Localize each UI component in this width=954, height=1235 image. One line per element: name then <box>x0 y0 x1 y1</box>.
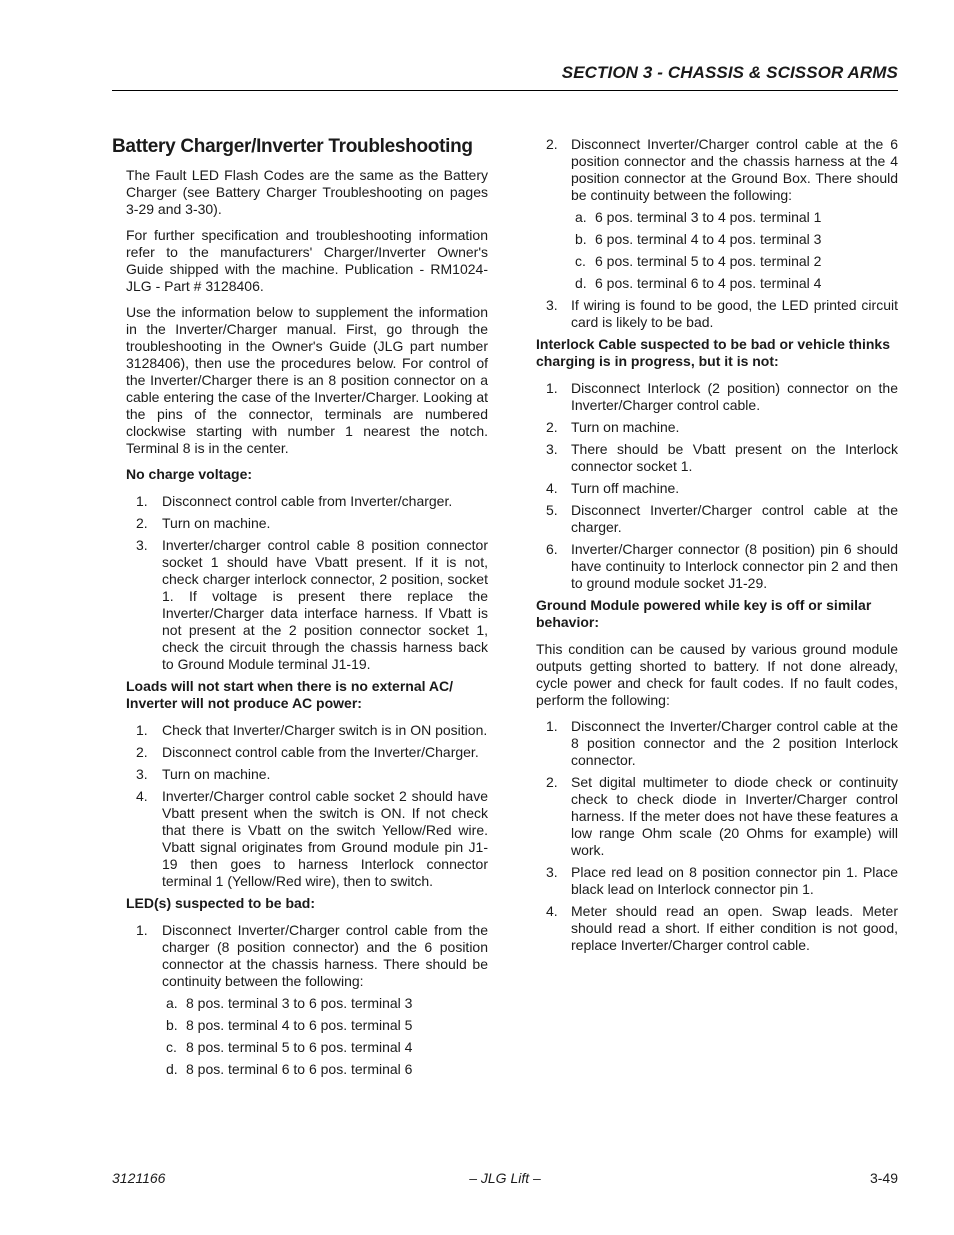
page-number: 3-49 <box>869 1170 898 1186</box>
step-text: Disconnect Inverter/Charger control cable from the charger (8 position connector) and the 6 position connector at the chassis harness. There should be continuity between the following: <box>162 922 488 989</box>
list-item <box>536 297 898 331</box>
sub-item <box>162 995 488 1012</box>
sub-letter: d. <box>575 275 587 291</box>
list-item <box>126 922 488 1078</box>
step-number: 2. <box>136 744 148 760</box>
sub-letter: a. <box>166 995 178 1011</box>
list-item <box>126 515 488 532</box>
list-item <box>536 774 898 859</box>
ground-module-heading: Ground Module powered while key is off or similar behavior: <box>536 597 872 630</box>
step-number: 3. <box>136 766 148 782</box>
page-title: Battery Charger/Inverter Troubleshooting <box>112 136 473 157</box>
leds-sub-steps-2 <box>571 209 898 292</box>
step-number: 3. <box>136 537 148 553</box>
sub-item <box>162 1017 488 1034</box>
interlock-steps <box>536 380 898 592</box>
list-item <box>126 537 488 673</box>
list-item <box>126 744 488 761</box>
step-text: There should be Vbatt present on the Interlock connector socket 1. <box>571 441 898 474</box>
sub-letter: b. <box>575 231 587 247</box>
sub-item <box>571 253 898 270</box>
sub-item <box>571 231 898 248</box>
sub-text: 6 pos. terminal 4 to 4 pos. terminal 3 <box>595 231 822 247</box>
step-number: 5. <box>546 502 558 518</box>
document-number: 3121166 <box>112 1170 166 1186</box>
spec-paragraph: For further specification and troubleshooting information refer to the manufacturers' Charger/Inverter Owner's Guide shipped with the machine. Publication - RM1024-JLG - Part # 3128406. <box>126 227 488 294</box>
step-text: Disconnect the Inverter/Charger control cable at the 8 position connector and the 2 position Interlock connector. <box>571 718 898 768</box>
ground-module-steps <box>536 718 898 954</box>
page-footer <box>112 1170 898 1188</box>
sub-letter: b. <box>166 1017 178 1033</box>
leds-heading: LED(s) suspected to be bad: <box>126 895 316 911</box>
step-text: Inverter/charger control cable 8 position connector socket 1 should have Vbatt present. If it is not, check charger interlock connector, 2 position, socket 1. If voltage is present there replace the Inverter/Charger data interface harness. If Vbatt is not present at the 2 position connector socket 1, check the circuit through the chassis harness back to Ground Module terminal J1-19. <box>162 537 488 672</box>
leds-steps-continued <box>536 136 898 331</box>
sub-letter: c. <box>575 253 586 269</box>
list-item <box>126 766 488 783</box>
left-body <box>112 167 488 1078</box>
step-text: Set digital multimeter to diode check or continuity check to check diode in Inverter/Charger control harness. If the meter does not have these features a low range Ohm scale (20 Ohms for example) will work. <box>571 774 898 858</box>
no-charge-heading: No charge voltage: <box>126 466 253 482</box>
step-text: If wiring is found to be good, the LED printed circuit card is likely to be bad. <box>571 297 898 330</box>
step-text: Turn off machine. <box>571 480 680 496</box>
list-item <box>536 480 898 497</box>
step-number: 4. <box>546 903 558 919</box>
list-item <box>536 419 898 436</box>
step-text: Turn on machine. <box>162 766 271 782</box>
step-text: Disconnect control cable from the Inverter/Charger. <box>162 744 479 760</box>
list-item <box>536 441 898 475</box>
sub-item <box>162 1061 488 1078</box>
intro-paragraph: The Fault LED Flash Codes are the same as the Battery Charger (see Battery Charger Troubleshooting on pages 3-29 and 3-30). <box>126 167 488 217</box>
ground-module-paragraph: This condition can be caused by various ground module outputs getting shorted to battery. If not done already, cycle power and check for fault codes. If no fault codes, perform the following: <box>536 641 898 708</box>
list-item <box>536 718 898 769</box>
no-charge-steps <box>126 493 488 673</box>
step-number: 1. <box>546 380 558 396</box>
sub-text: 8 pos. terminal 3 to 6 pos. terminal 3 <box>186 995 413 1011</box>
right-column <box>536 136 898 959</box>
step-text: Disconnect Interlock (2 position) connector on the Inverter/Charger control cable. <box>571 380 898 413</box>
list-item <box>126 722 488 739</box>
step-number: 3. <box>546 864 558 880</box>
sub-text: 6 pos. terminal 5 to 4 pos. terminal 2 <box>595 253 822 269</box>
step-text: Meter should read an open. Swap leads. Meter should read a short. If either condition is not good, replace Inverter/Charger control cable. <box>571 903 898 953</box>
list-item <box>536 864 898 898</box>
step-number: 3. <box>546 441 558 457</box>
loads-steps <box>126 722 488 890</box>
list-item <box>536 903 898 954</box>
step-number: 1. <box>546 718 558 734</box>
procedure-paragraph: Use the information below to supplement the information in the Inverter/Charger manual. First, go through the troubleshooting in the Owner's Guide (JLG part number 3128406), then use the procedures below. For control of the Inverter/Charger there is an 8 position connector on a cable entering the case of the Inverter/Charger. Looking at the pins of the connector, terminals are numbered clockwise starting with number 1 nearest the notch. Terminal 8 is in the center. <box>126 304 488 456</box>
step-text: Place red lead on 8 position connector pin 1. Place black lead on Interlock connector pin 1. <box>571 864 898 897</box>
step-number: 3. <box>546 297 558 313</box>
interlock-heading: Interlock Cable suspected to be bad or vehicle thinks charging is in progress, but it is not: <box>536 336 890 369</box>
step-number: 1. <box>136 722 148 738</box>
step-number: 2. <box>546 136 558 152</box>
list-item <box>536 380 898 414</box>
left-column <box>112 136 488 1083</box>
step-number: 1. <box>136 922 148 938</box>
step-text: Inverter/Charger connector (8 position) pin 6 should have continuity to Interlock connector pin 2 and then to ground module socket J1-29. <box>571 541 898 591</box>
sub-item <box>162 1039 488 1056</box>
list-item <box>536 541 898 592</box>
step-text: Turn on machine. <box>571 419 680 435</box>
step-text: Turn on machine. <box>162 515 271 531</box>
list-item <box>536 136 898 292</box>
leds-sub-steps <box>162 995 488 1078</box>
sub-text: 6 pos. terminal 6 to 4 pos. terminal 4 <box>595 275 822 291</box>
step-number: 4. <box>136 788 148 804</box>
sub-item <box>571 209 898 226</box>
sub-text: 8 pos. terminal 6 to 6 pos. terminal 6 <box>186 1061 413 1077</box>
step-text: Check that Inverter/Charger switch is in ON position. <box>162 722 488 738</box>
loads-heading: Loads will not start when there is no external AC/ Inverter will not produce AC power: <box>126 678 453 711</box>
step-text: Disconnect Inverter/Charger control cable at the charger. <box>571 502 898 535</box>
section-title: SECTION 3 - CHASSIS & SCISSOR ARMS <box>561 63 898 82</box>
sub-item <box>571 275 898 292</box>
step-text: Disconnect control cable from Inverter/charger. <box>162 493 453 509</box>
step-number: 2. <box>546 774 558 790</box>
step-text: Disconnect Inverter/Charger control cable at the 6 position connector and the chassis harness at the 4 position connector at the Ground Box. There should be continuity between the following: <box>571 136 898 203</box>
sub-text: 6 pos. terminal 3 to 4 pos. terminal 1 <box>595 209 822 225</box>
sub-text: 8 pos. terminal 5 to 6 pos. terminal 4 <box>186 1039 413 1055</box>
sub-letter: d. <box>166 1061 178 1077</box>
leds-steps <box>126 922 488 1078</box>
sub-letter: c. <box>166 1039 177 1055</box>
sub-letter: a. <box>575 209 587 225</box>
step-number: 2. <box>546 419 558 435</box>
publisher: – JLG Lift – <box>469 1170 541 1186</box>
list-item <box>536 502 898 536</box>
list-item <box>126 493 488 510</box>
list-item <box>126 788 488 890</box>
step-number: 2. <box>136 515 148 531</box>
page-header <box>112 64 898 91</box>
sub-text: 8 pos. terminal 4 to 6 pos. terminal 5 <box>186 1017 413 1033</box>
step-text: Inverter/Charger control cable socket 2 should have Vbatt present when the switch is ON. If not check that there is Vbatt on the switch Yellow/Red wire. Vbatt signal originates from Ground module pin J1-19 then goes to harness Interlock connector terminal 1 (Yellow/Red wire), then to switch. <box>162 788 488 889</box>
step-number: 1. <box>136 493 148 509</box>
step-number: 4. <box>546 480 558 496</box>
step-number: 6. <box>546 541 558 557</box>
